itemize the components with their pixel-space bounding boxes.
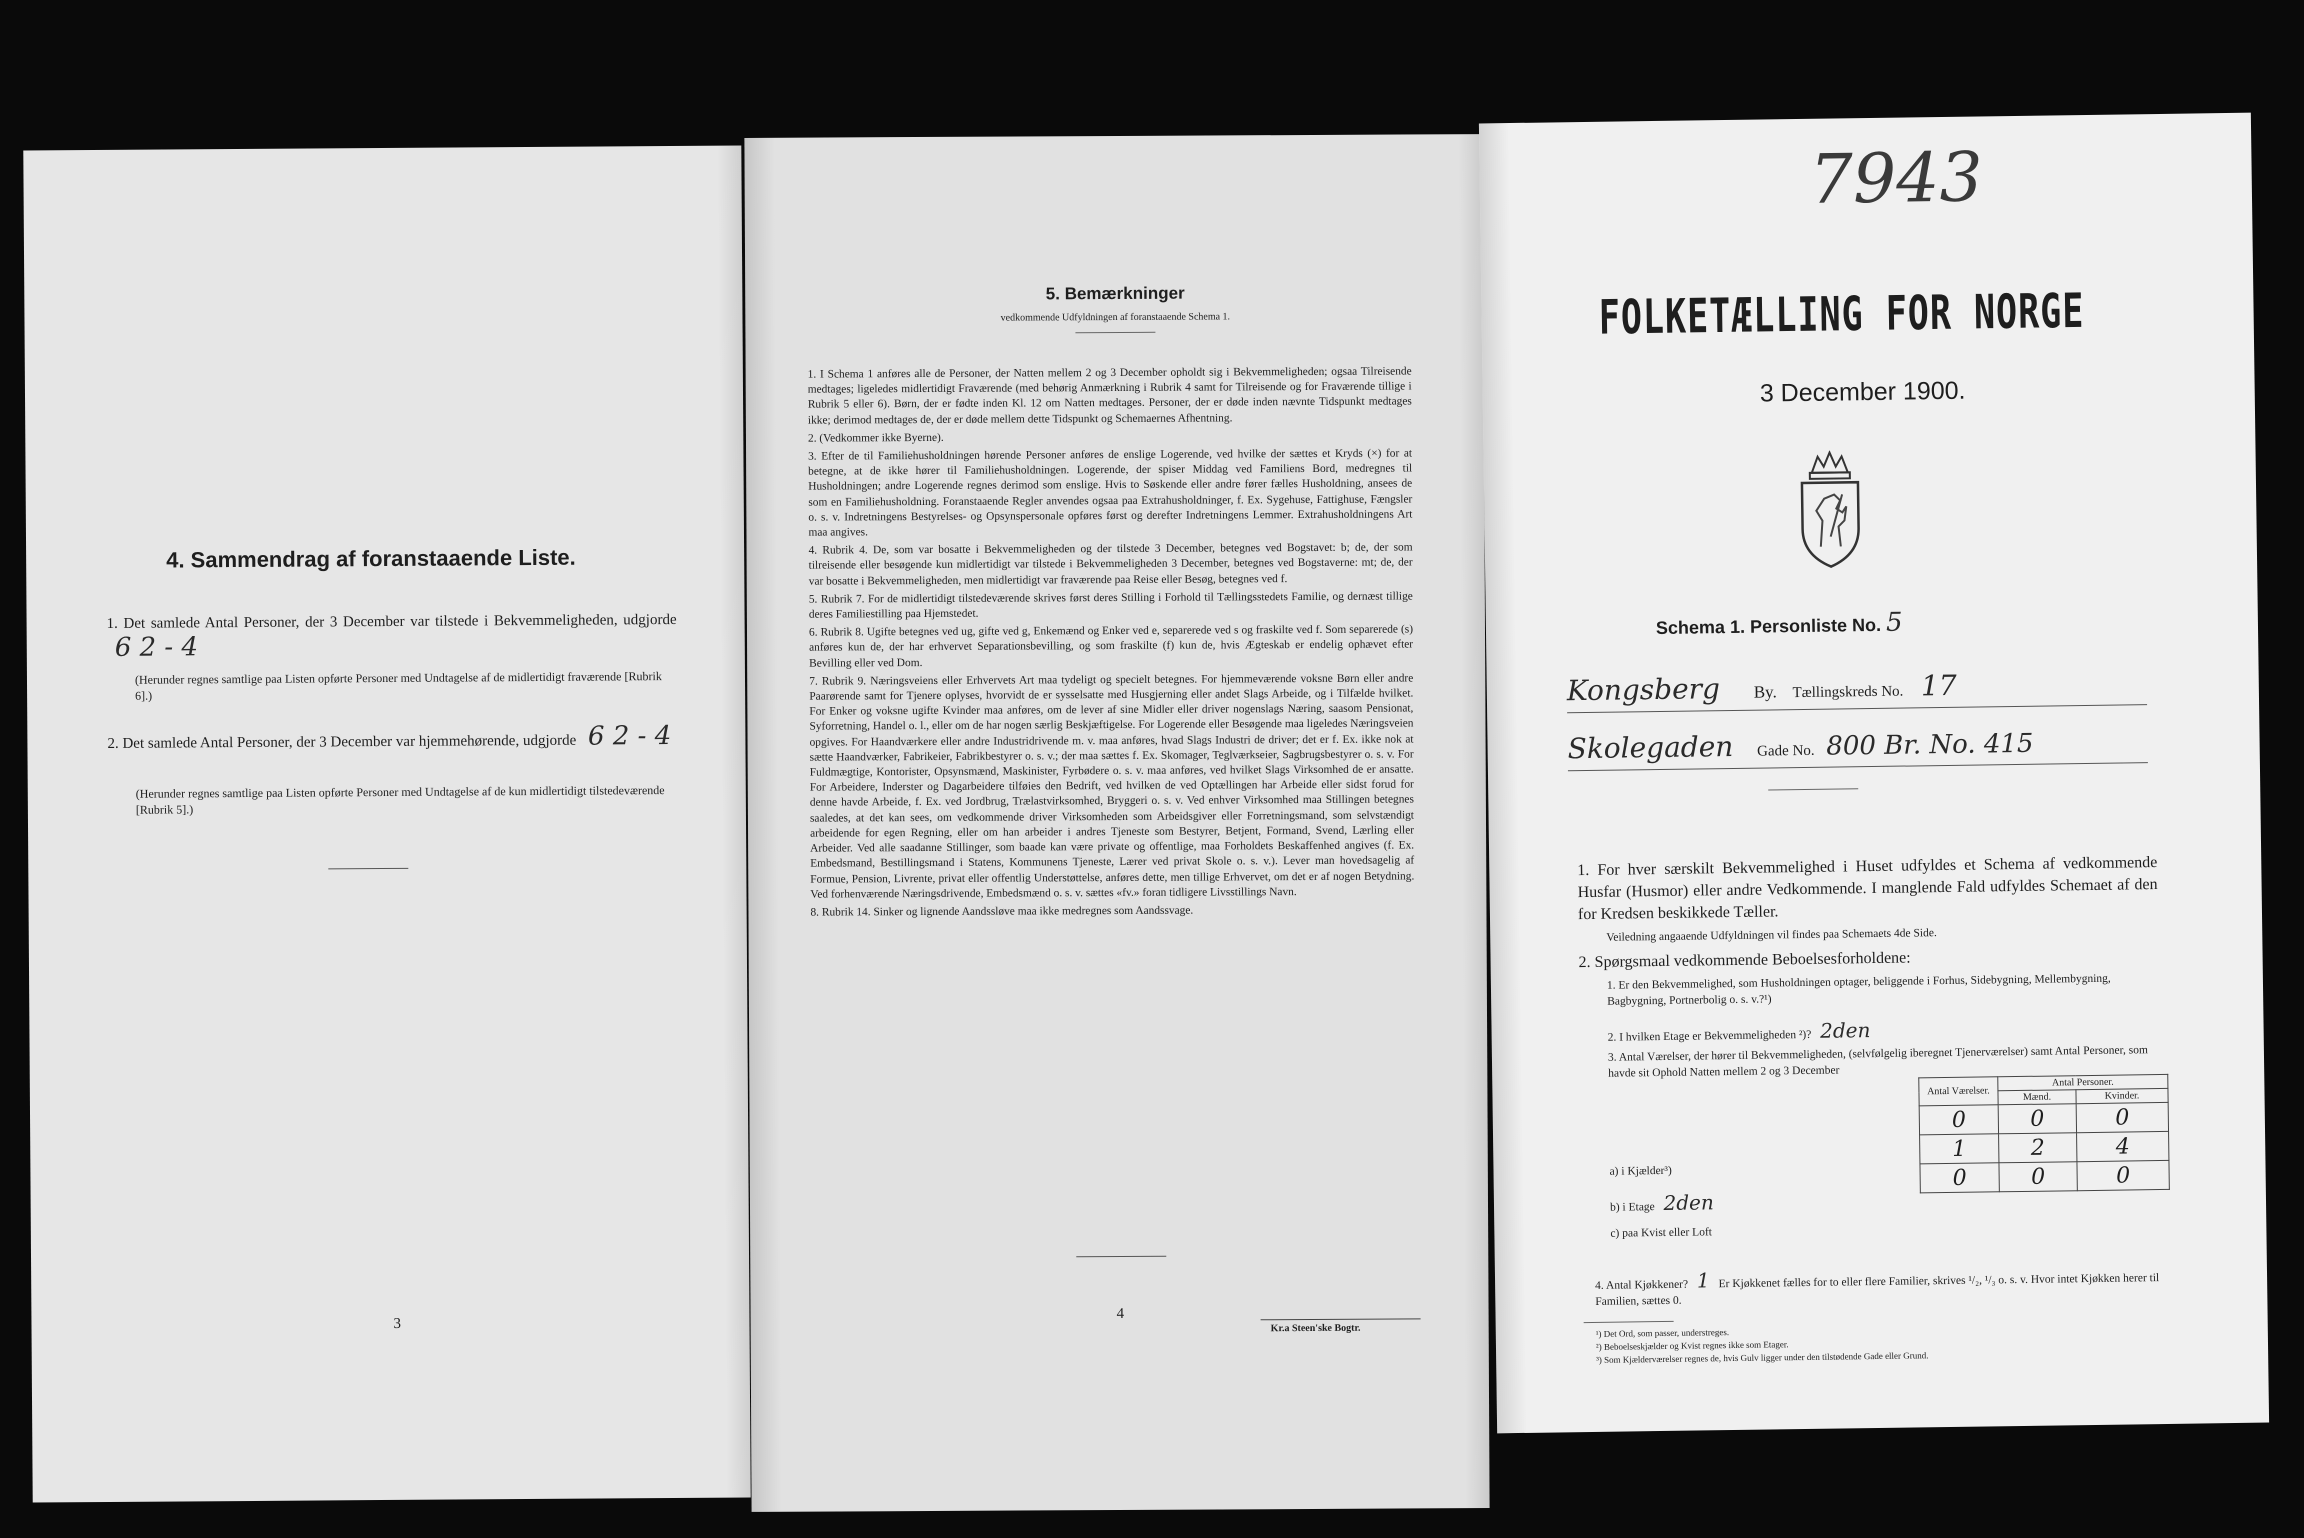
archive-number: 7943	[1809, 138, 1984, 220]
question-3: 3. Antal Værelser, der hører til Bekvemmeligheden, (selvfølgelig iberegnet Tjenerværelser) samt Antal Personer, som havde sit Ophold Natten mellem 2 og 3 December	[1607, 1044, 2148, 1080]
town-handwriting: Kongsberg	[1566, 672, 1721, 708]
table-row	[1920, 1160, 2169, 1192]
remark-item-1: 1. I Schema 1 anføres alle de Personer, der Natten mellem 2 og 3 December opholdt sig i Bekvemmeligheden; ogsaa Tilreisende medtages; ligeledes midlertidigt Fraværende (med behørig Anmærkning i Rubrik 4 samt for Tilreisende og for Fraværende tillige i Rubrik 5 eller 6). Børn, der er fødte inden Kl. 12 om Natten medtages. Personer, der er døde inden nævnte Tidspunkt medtages ikke; derimod medtages de, der er døde mellem dette Tidspunkt og Schemaernes Afhentning.	[807, 365, 1412, 427]
remark-item-5: 5. Rubrik 7. For de midlertidigt tilstedeværende skrives først deres Stilling i Forhold til Tællingsstedets Familie, og dernæst tillige deres Familiestilling paa Hjemstedet.	[808, 590, 1413, 621]
page-right	[1479, 113, 2269, 1434]
cell-men: 2	[1999, 1133, 2077, 1163]
street-line	[1567, 726, 2033, 766]
schema-label: Schema 1. Personliste No.	[1655, 614, 1882, 639]
divider	[1075, 332, 1155, 333]
question-4-handwriting: 1	[1696, 1268, 1710, 1293]
page-middle	[744, 134, 1489, 1512]
summary-item-1	[107, 608, 677, 664]
footnote-3: ³) Som Kjælderværelser regnes de, hvis Gulv ligger under den tilstødende Gade eller Grund.	[1596, 1350, 1929, 1365]
table-row	[1919, 1102, 2168, 1134]
footnote-2: ²) Beboelseskjælder og Kvist regnes ikke som Etager.	[1595, 1339, 1789, 1352]
row-etage-handwriting: 2den	[1663, 1190, 1714, 1215]
cell-rooms: 0	[1920, 1163, 1999, 1193]
row-label-kjaelder: a) i Kjælder³)	[1609, 1164, 1672, 1178]
summary-item-2	[107, 721, 677, 756]
schema-personliste	[1656, 608, 1903, 641]
remark-item-4: 4. Rubrik 4. De, som var bosatte i Bekvemmeligheden og der tilstede 3 December, betegnes ved Bogstavet: b; de, der som tilreisende eller besøgende kun midlertidigt var tilstede i Bekvemmeligheden 3 December, betegnes ved Bogstaverne: mt; de, der var bosatte i Bekvemmeligheden, men midlertidigt var fraværende paa Reise eller Besøg, betegnes ved f.	[808, 541, 1413, 588]
cell-men: 0	[1998, 1104, 2076, 1134]
divider	[1768, 788, 1858, 790]
printer-imprint: Kr.a Steen'ske Bogtr.	[1270, 1322, 1361, 1335]
row-label-kvist: c) paa Kvist eller Loft	[1610, 1226, 1713, 1240]
col-persons: Antal Personer.	[1998, 1074, 2168, 1090]
page-fold-shadow	[744, 138, 781, 1512]
footnotes	[1596, 1320, 2176, 1367]
norway-coat-of-arms-icon	[1789, 450, 1871, 571]
col-women: Kvinder.	[2076, 1088, 2168, 1103]
census-title: FOLKETÆLLING FOR NORGE	[1598, 285, 2085, 346]
question-2-text: 2. I hvilken Etage er Bekvemmeligheden ²)?	[1607, 1028, 1812, 1044]
summary-item-1-handwriting: 6 2 - 4	[114, 632, 199, 663]
cell-women: 4	[2077, 1131, 2169, 1161]
cell-rooms: 1	[1920, 1134, 1999, 1164]
remark-item-7: 7. Rubrik 9. Næringsveiens eller Erhvervets Art maa tydeligt og specielt betegnes. For hjemmeværende voksne Børn eller andre Paarørende samt for Tjenere oplyses, hvorvidt de er sysselsatte med Husgjerning eller andet Slags Arbeide, og i Tilfælde hvilket. For Enker og voksne ugifte Kvinder maa anføres, om de lever af sine Midler eller driver nogenslags Næring, saasom Pensionat, Syforretning, Handel o. l., eller om de har nogen særlig Beskjæftigelse. For Logerende eller Besøgende maa ligeledes Næringsveien opgives. For Haandværkere eller andre Industridrivende m. v. maa anføres, hvad Slags Industri de driver; det er f. Ex. ikke nok at sætte Haandværker, Fabrikeier, Fabrikbestyrer o. s. v.; der maa sættes f. Ex. Skomager, Teglværkseier, Sagbrugsbestyrer o. s. v. For Fuldmægtige, Kontorister, Opsynsmænd, Maskinister, Fyrbødere o. s. v. maa anføres, ved hvilket Slags Virksomhed de er ansatte. For Arbeidere, Inderster og Dagarbeidere tilføies den Bedrift, ved hvilken de ved Optællingen har Arbeide eller sidst forud for denne havde Arbeide, f. Ex. ved Jordbrug, Trælastvirksomhed, Bryggeri o. s. v. Ved enhver Virksomhed maa Stillingen betegnes saaledes, at det kan sees, om vedkommende driver Virksomheden som Arbeidsgiver eller Forretningsmand, som selvstændigt arbeidende for egen Regning, eller om han arbeider i andres Tjeneste som Bestyrer, Betjent, Formand, Svend, Lærling eller Arbeider. Ved alle saadanne Stillinger, som baade kan være private og offentlige, maa Forholdets Beskaffenhed angives (f. Ex. Embedsmand, Bestillingsmand i Statens, Kommunens Tjeneste, Lærer ved privat Skole o. s. v.). Lever man hovedsagelig af Formue, Pension, Livrente, privat eller offentlig Understøttelse, anføres dette, men tillige Erhvervet, om det er af nogen Betydning. Ved forhenværende Næringsdrivende, Embedsmænd o. s. v. sættes «fv.» foran tidligere Livsstillings Navn.	[809, 672, 1415, 901]
row-label-etage-text: b) i Etage	[1609, 1201, 1655, 1214]
table-row	[1920, 1131, 2169, 1163]
divider	[1584, 1321, 1674, 1323]
remark-item-6: 6. Rubrik 8. Ugifte betegnes ved ug, gifte ved g, Enkemænd og Enker ved e, separerede ved s og fraskilte ved f. Som separerede (s) anføres kun de, der har erhvervet Separationsbevilling, og som fraskilte (f) kun de, hvis Ægteskab er endelig ophævet efter Bevilling eller ved Dom.	[808, 623, 1414, 670]
remarks-subheading: vedkommende Udfyldningen af foranstaaende Schema 1.	[1000, 311, 1231, 324]
summary-item-1-text: 1. Det samlede Antal Personer, der 3 December var tilstede i Bekvemmeligheden, udgjorde	[106, 611, 677, 632]
question-4-text: 4. Antal Kjøkkener?	[1595, 1278, 1689, 1292]
instruction-1-note: Veiledning angaaende Udfyldningen vil findes paa Schemaets 4de Side.	[1606, 927, 1937, 944]
kreds-label: Tællingskreds No.	[1792, 683, 1904, 702]
page-number: 4	[1116, 1305, 1125, 1323]
question-2	[1608, 1018, 2168, 1046]
rooms-table	[1918, 1074, 2170, 1193]
kreds-handwriting: 17	[1920, 668, 1957, 703]
census-date: 3 December 1900.	[1759, 376, 1966, 408]
summary-item-2-text: 2. Det samlede Antal Personer, der 3 December var hjemmehørende, udgjorde	[107, 732, 577, 752]
cell-women: 0	[2076, 1102, 2168, 1132]
remarks-list	[808, 364, 1415, 923]
remark-item-8: 8. Rubrik 14. Sinker og lignende Aandssløve maa ikke medregnes som Aandssvage.	[810, 904, 1194, 919]
col-men: Mænd.	[1998, 1090, 2076, 1105]
cell-women: 0	[2077, 1160, 2169, 1190]
summary-heading: 4. Sammendrag af foranstaaende Liste.	[166, 544, 576, 573]
row-label-etage	[1609, 1190, 1714, 1215]
divider	[1076, 1256, 1166, 1257]
question-4-rest: Er Kjøkkenet fælles for to eller flere Familier, skrives ¹/₂, ¹/₃ o. s. v. Hvor intet Kjøkken herer til Familien, sættes 0.	[1595, 1272, 2160, 1308]
summary-item-2-note: (Herunder regnes samtlige paa Listen opførte Personer med Undtagelse af de kun midlertidigt tilstedeværende [Rubrik 5].)	[135, 783, 665, 817]
question-2-handwriting: 2den	[1819, 1018, 1871, 1043]
street-handwriting: Skolegaden	[1567, 729, 1734, 766]
page-number: 3	[393, 1315, 402, 1332]
remarks-heading: 5. Bemærkninger	[1045, 283, 1185, 304]
remark-item-3: 3. Efter de til Familiehusholdningen hørende Personer anføres de enslige Logerende, ved hvilke der sættes et Kryds (×) for at betegne, at de ikke hører til Familiehusholdningen. Logerende, der spiser Middag ved Familiens Bord, medregnes til Husholdningen; andre Logerende regnes derimod som enslige. Hvis to Søskende eller andre fører fælles Husholdning, ansees de som en Familiehusholdning. Foranstaaende Regler anvendes ogsaa paa Extrahusholdninger, f. Ex. Sygehuse, Fattighuse, Fængsler o. s. v. Indretningens Bestyrelses- og Opsynspersonale opføres først og derefter Indretningens Lemmer. Extrahusholdningens Art maa angives.	[808, 447, 1413, 539]
gade-handwriting: 800 Br. No. 415	[1826, 728, 2034, 762]
page-left	[23, 146, 750, 1503]
instruction-1: 1. For hver særskilt Bekvemmelighed i Huset udfyldes et Schema af vedkommende Husfar (Husmor) eller andre Vedkommende. I manglende Fald udfyldes Schemaet af den for Kredsen beskikkede Tæller.	[1577, 854, 2158, 924]
remark-item-2: 2. (Vedkommer ikke Byerne).	[807, 431, 944, 445]
cell-rooms: 0	[1919, 1105, 1998, 1135]
personliste-number-handwriting: 5	[1885, 607, 1903, 638]
summary-item-2-handwriting: 6 2 - 4	[587, 721, 672, 752]
footnote-1: ¹) Det Ord, som passer, understreges.	[1595, 1327, 1730, 1339]
gade-label: Gade No.	[1757, 742, 1815, 760]
cell-men: 0	[1999, 1162, 2077, 1192]
by-label: By.	[1753, 682, 1777, 702]
col-rooms: Antal Værelser.	[1919, 1077, 1998, 1106]
town-line	[1567, 669, 1957, 707]
instruction-2: 2. Spørgsmaal vedkommende Beboelsesforholdene:	[1578, 949, 1911, 972]
question-1: 1. Er den Bekvemmelighed, som Husholdningen optager, beliggende i Forhus, Sidebygning, Mellembygning, Bagbygning, Portnerbolig o. s. v.?¹)	[1606, 972, 2111, 1008]
summary-item-1-note: (Herunder regnes samtlige paa Listen opførte Personer med Undtagelse af de midlertidigt fraværende [Rubrik 6].)	[134, 669, 662, 703]
printer-rule	[1261, 1318, 1421, 1320]
question-4	[1595, 1266, 2175, 1310]
divider	[328, 868, 408, 870]
